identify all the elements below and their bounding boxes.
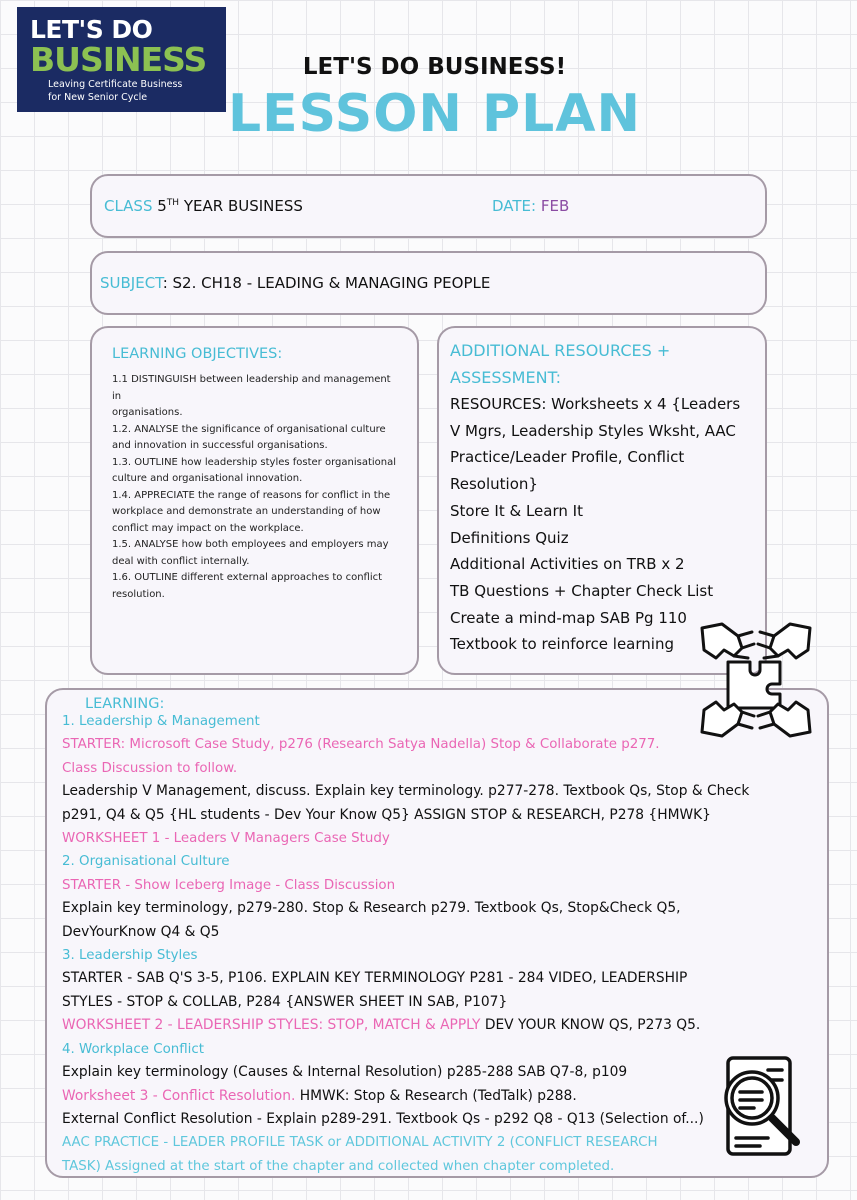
objective-line: 1.5. ANALYSE how both employees and employers may (112, 539, 389, 550)
worksheet-line: WORKSHEET 1 - Leaders V Managers Case Study (62, 831, 390, 847)
learning-objectives-box (90, 326, 419, 675)
logo-line2: BUSINESS (30, 40, 207, 79)
objective-line: 1.2. ANALYSE the significance of organisational culture (112, 423, 386, 435)
resources-title: ADDITIONAL RESOURCES + (450, 341, 671, 360)
page-title: LESSON PLAN (227, 84, 642, 144)
subject-value: : S2. CH18 - LEADING & MANAGING PEOPLE (162, 274, 491, 292)
resource-line: Create a mind-map SAB Pg 110 (450, 608, 687, 627)
class-date-box (90, 174, 767, 238)
starter-line: STARTER - Show Iceberg Image - Class Discussion (62, 877, 396, 893)
assessment-line: TASK) Assigned at the start of the chapter and collected when chapter completed. (62, 1158, 615, 1174)
section-heading: 3. Leadership Styles (62, 948, 198, 964)
logo-sub2: for New Senior Cycle (48, 92, 148, 103)
subject-box (90, 251, 767, 315)
objective-line: 1.4. APPRECIATE the range of reasons for conflict in the (112, 489, 391, 501)
resource-line: V Mgrs, Leadership Styles Wksht, AAC (450, 421, 736, 440)
assessment-line: AAC PRACTICE - LEADER PROFILE TASK or ADDITIONAL ACTIVITY 2 (CONFLICT RESEARCH (62, 1135, 658, 1151)
resource-line: Definitions Quiz (450, 528, 569, 547)
section-heading: 2. Organisational Culture (62, 854, 230, 870)
class-label: CLASS (104, 197, 153, 215)
learning-line: STARTER - SAB Q'S 3-5, P106. EXPLAIN KEY TERMINOLOGY P281 - 284 VIDEO, LEADERSHIP (62, 970, 688, 987)
objective-line: 1.1 DISTINGUISH between leadership and management in (112, 374, 391, 402)
worksheet-line: Worksheet 3 - Conflict Resolution. HMWK: Stop & Research (TedTalk) p288. (62, 1087, 577, 1104)
objectives-title: LEARNING OBJECTIVES: (112, 346, 283, 362)
objective-line: culture and organisational innovation. (112, 473, 303, 484)
logo-sub1: Leaving Certificate Business (48, 79, 183, 90)
learning-line: External Conflict Resolution - Explain p289-291. Textbook Qs - p292 Q8 - Q13 (Selection of...) (62, 1110, 704, 1127)
learning-line: Explain key terminology (Causes & Internal Resolution) p285-288 SAB Q7-8, p109 (62, 1064, 628, 1081)
page-subtitle: LET'S DO BUSINESS! (302, 54, 567, 80)
resources-content (450, 337, 765, 658)
resource-line: Practice/Leader Profile, Conflict (450, 448, 685, 467)
learning-line: Leadership V Management, discuss. Explain key terminology. p277-278. Textbook Qs, Stop & Check (62, 783, 750, 800)
objective-line: workplace and demonstrate an understanding of how (112, 506, 381, 517)
objective-line: deal with conflict internally. (112, 555, 250, 567)
date-value: FEB (540, 197, 570, 215)
objective-line: conflict may impact on the workplace. (112, 522, 304, 534)
class-value: 5TH YEAR BUSINESS (157, 197, 303, 215)
document-magnifier-icon (712, 1052, 808, 1160)
starter-line: STARTER: Microsoft Case Study, p276 (Research Satya Nadella) Stop & Collaborate p277. (62, 737, 660, 753)
learning-line: Explain key terminology, p279-280. Stop & Research p279. Textbook Qs, Stop&Check Q5, (62, 900, 681, 917)
objectives-content (112, 346, 402, 603)
learning-line: STYLES - STOP & COLLAB, P284 {ANSWER SHEET IN SAB, P107} (62, 993, 508, 1010)
starter-line: Class Discussion to follow. (62, 760, 238, 776)
section-heading: 1. Leadership & Management (62, 714, 260, 729)
date-field (492, 197, 569, 215)
objective-line: 1.3. OUTLINE how leadership styles foster organisational (112, 456, 397, 468)
objective-line: resolution. (112, 588, 165, 600)
learning-line: DevYourKnow Q4 & Q5 (62, 923, 220, 940)
worksheet-line: WORKSHEET 2 - LEADERSHIP STYLES: STOP, MATCH & APPLY DEV YOUR KNOW QS, P273 Q5. (62, 1017, 701, 1034)
resources-title-2: ASSESSMENT: (450, 368, 561, 387)
learning-line: p291, Q4 & Q5 {HL students - Dev Your Know Q5} ASSIGN STOP & RESEARCH, P278 {HMWK} (62, 806, 711, 823)
subject-label: SUBJECT (100, 274, 163, 292)
resource-line: Resolution} (450, 475, 538, 494)
objective-line: organisations. (112, 407, 183, 418)
objective-line: and innovation in successful organisations. (112, 440, 328, 451)
resource-line: Additional Activities on TRB x 2 (450, 555, 685, 574)
logo-line1: LET'S DO (30, 15, 153, 44)
date-label: DATE: (492, 197, 537, 215)
resource-line: Textbook to reinforce learning (450, 635, 674, 654)
resource-line: Store It & Learn It (450, 501, 583, 520)
class-field (104, 197, 303, 215)
learning-title: LEARNING: (85, 696, 165, 712)
resource-line: TB Questions + Chapter Check List (450, 581, 714, 600)
subject-field (100, 274, 490, 292)
learning-lines (62, 710, 802, 1178)
section-heading: 4. Workplace Conflict (62, 1041, 205, 1057)
resource-line: RESOURCES: Worksheets x 4 {Leaders (450, 395, 741, 413)
puzzle-hands-icon (698, 618, 814, 742)
objective-line: 1.6. OUTLINE different external approaches to conflict (112, 572, 383, 583)
